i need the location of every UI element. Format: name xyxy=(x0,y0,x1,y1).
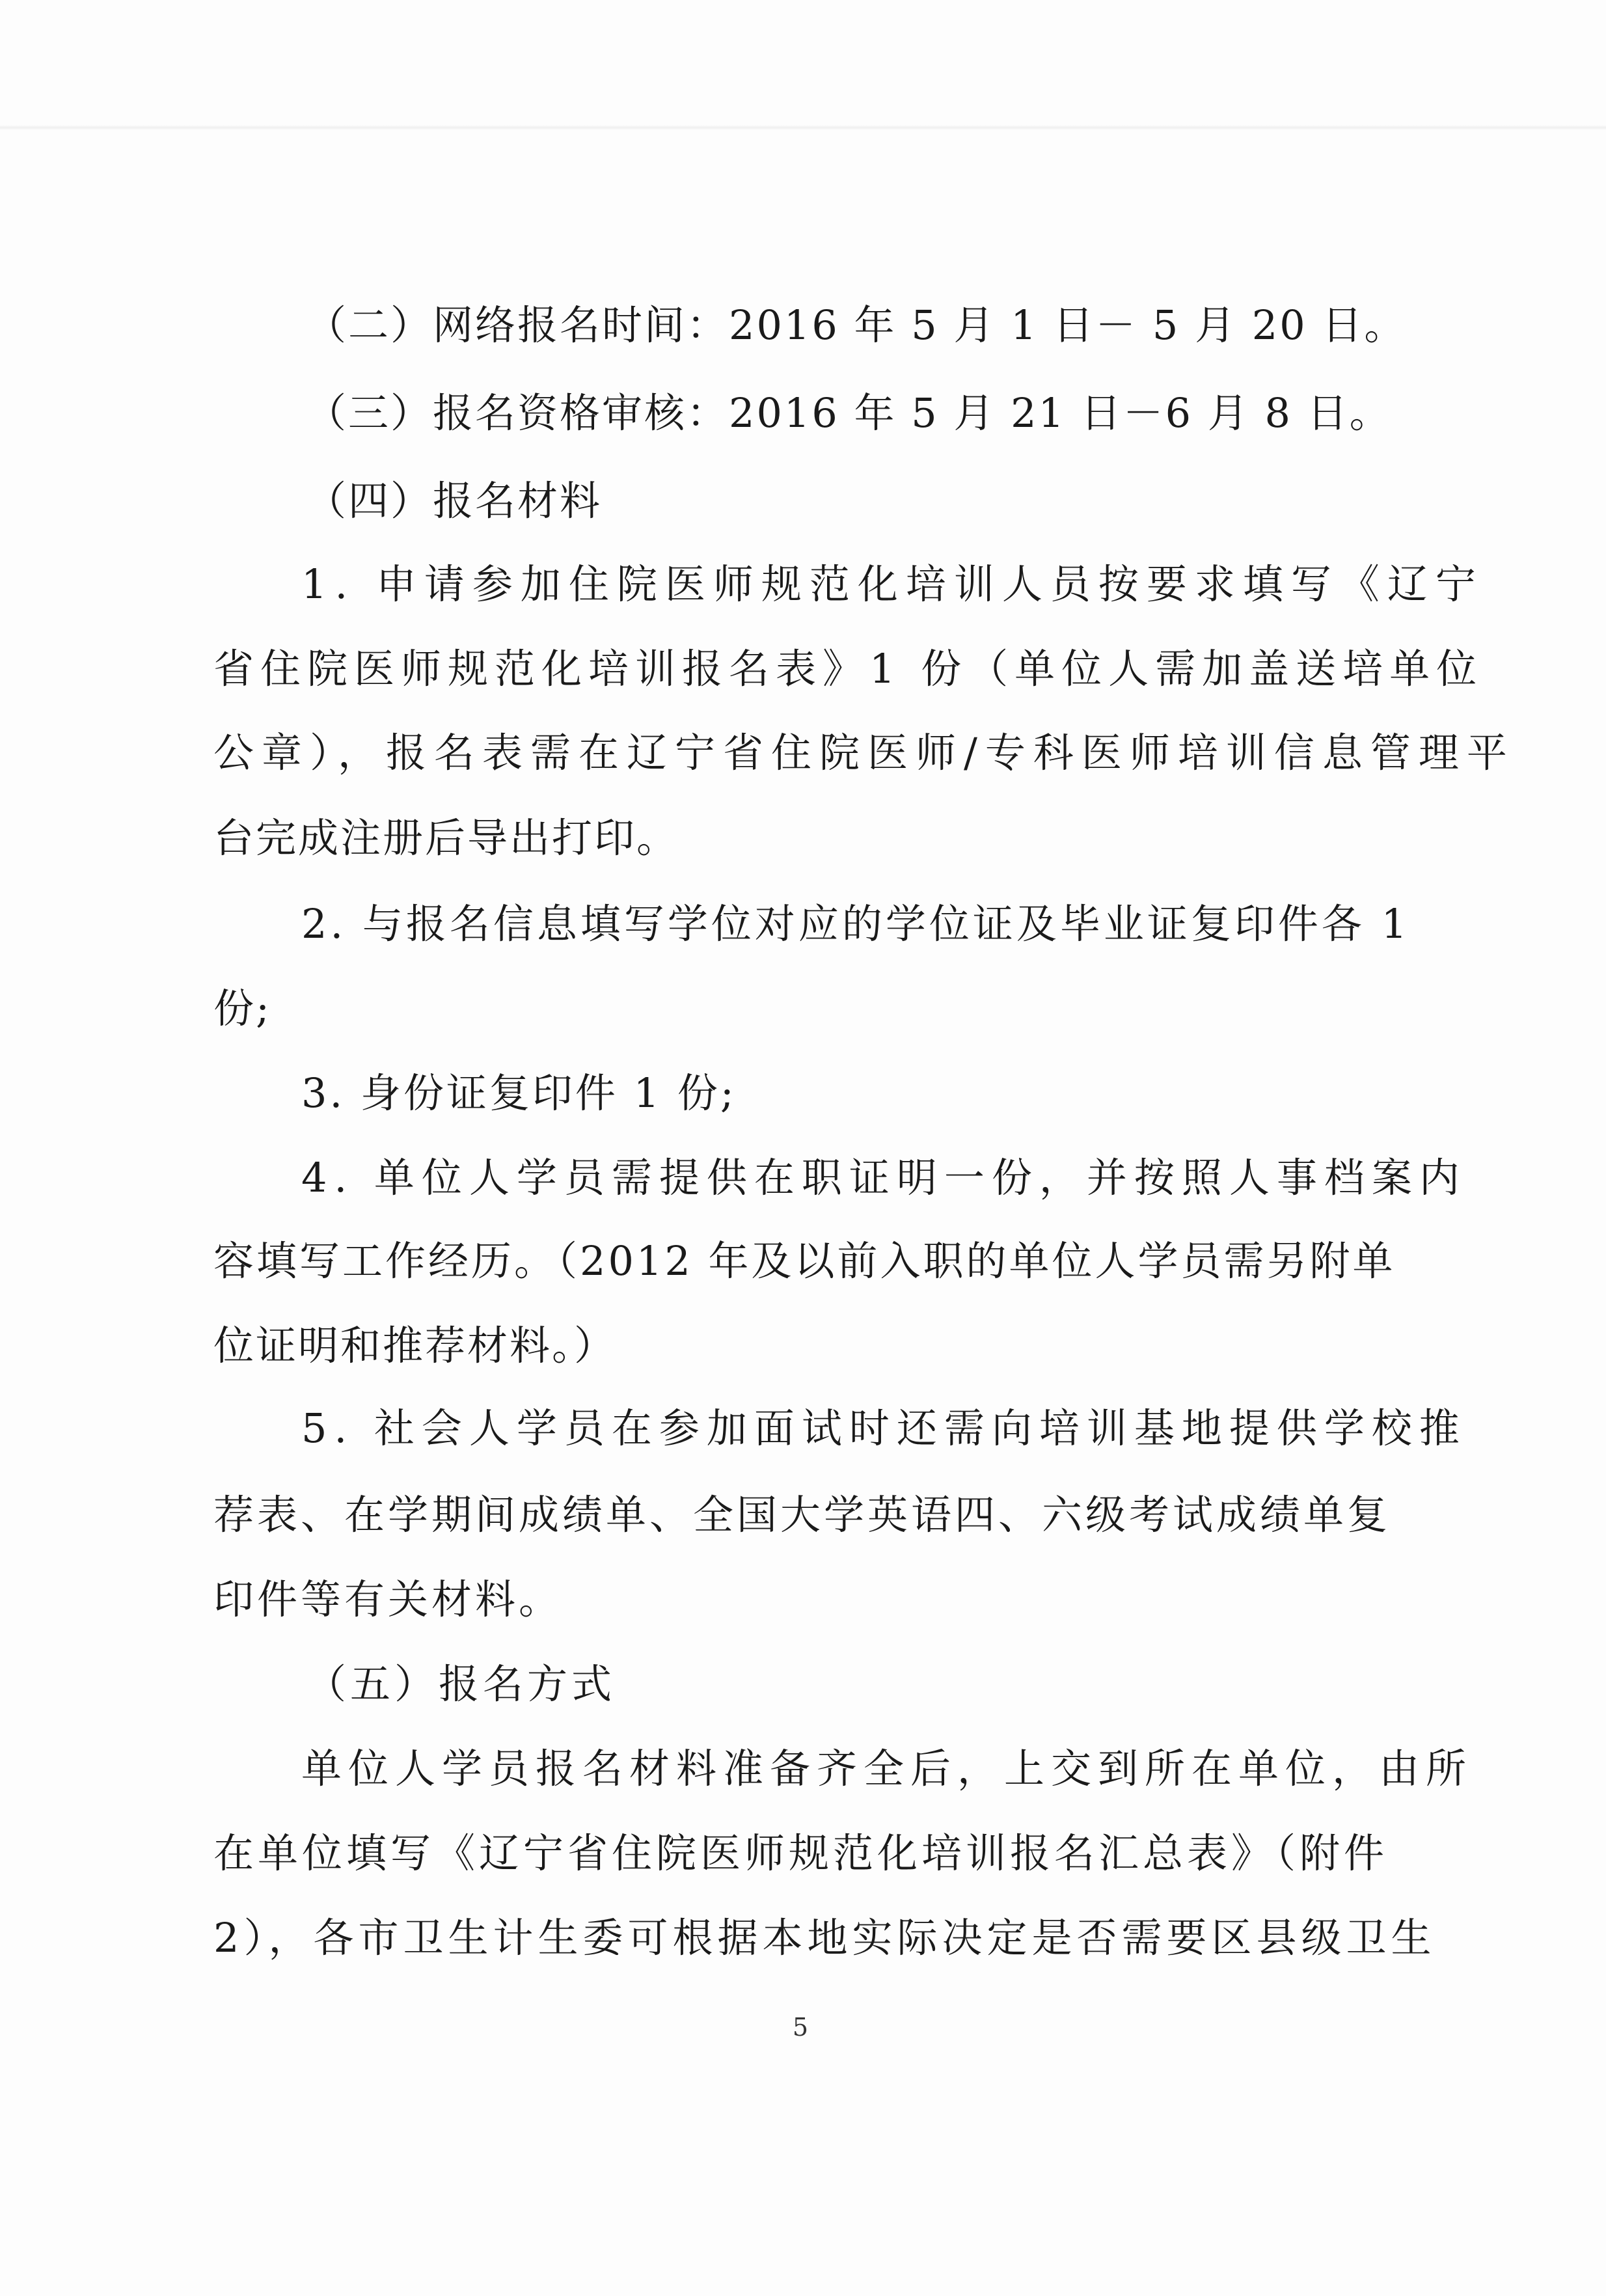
text-line: 3. 身份证复印件 1 份; xyxy=(301,1069,737,1117)
text-line: 2），各市卫生计生委可根据本地实际决定是否需要区县级卫生 xyxy=(213,1914,1436,1961)
text-line: 位证明和推荐材料。） xyxy=(213,1322,617,1369)
text-line: 台完成注册后导出打印。 xyxy=(213,814,679,862)
text-line: 公章），报名表需在辽宁省住院医师/专科医师培训信息管理平 xyxy=(213,729,1515,776)
text-line: 5. 社会人学员在参加面试时还需向培训基地提供学校推 xyxy=(301,1404,1467,1452)
text-line: 2. 与报名信息填写学位对应的学位证及毕业证复印件各 1 xyxy=(301,900,1411,948)
text-line: 印件等有关材料。 xyxy=(213,1576,563,1623)
text-line: 单位人学员报名材料准备齐全后，上交到所在单位，由所 xyxy=(301,1745,1473,1792)
scan-artifact-line xyxy=(0,125,1606,130)
text-line: 在单位填写《辽宁省住院医师规范化培训报名汇总表》（附件 xyxy=(213,1829,1389,1877)
text-line-registration-time: （二）网络报名时间：2016 年 5 月 1 日－ 5 月 20 日。 xyxy=(306,301,1407,349)
text-line-qualification-review: （三）报名资格审核：2016 年 5 月 21 日－6 月 8 日。 xyxy=(306,389,1392,437)
text-line: 省住院医师规范化培训报名表》1 份（单位人需加盖送培单位 xyxy=(213,645,1484,692)
text-line: 容填写工作经历。（2012 年及以前入职的单位人学员需另附单 xyxy=(213,1237,1396,1285)
section-heading-registration-method: （五）报名方式 xyxy=(306,1660,616,1708)
text-line: 份; xyxy=(213,985,271,1032)
page-number: 5 xyxy=(792,2013,809,2042)
text-line: 荐表、在学期间成绩单、全国大学英语四、六级考试成绩单复 xyxy=(213,1491,1391,1538)
text-line: 1. 申请参加住院医师规范化培训人员按要求填写《辽宁 xyxy=(301,560,1484,608)
text-line: 4. 单位人学员需提供在职证明一份，并按照人事档案内 xyxy=(301,1154,1467,1201)
section-heading-materials: （四）报名材料 xyxy=(306,477,603,525)
